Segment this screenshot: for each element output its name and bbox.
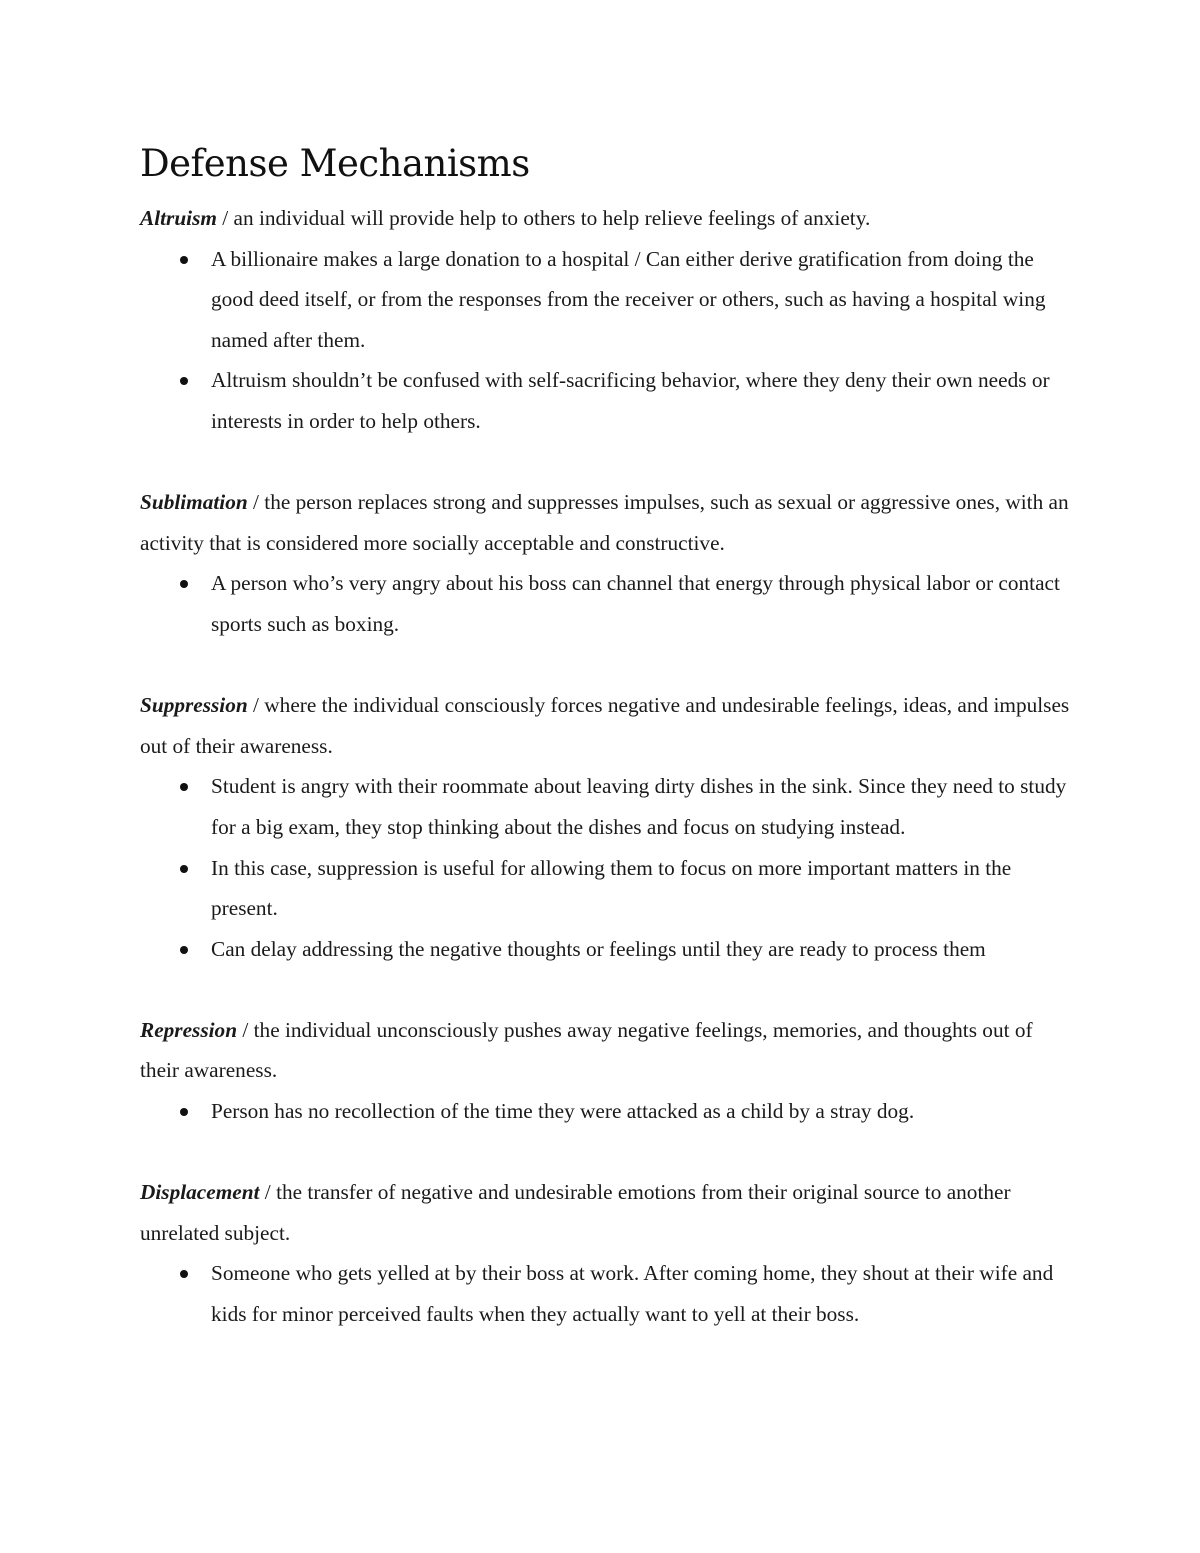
example-text: Altruism shouldn’t be confused with self-sacrificing behavior, where they deny their own needs or interests in order to help others. (211, 368, 1050, 433)
list-item (140, 929, 1070, 970)
definition-text: the individual unconsciously pushes away negative feelings, memories, and thoughts out of their awareness. (140, 1017, 1033, 1083)
paragraph-gap (140, 645, 1070, 686)
definition-text: the person replaces strong and suppresses impulses, such as sexual or aggressive ones, with an activity that is considered more socially acceptable and constructive. (140, 490, 1069, 555)
term: Repression (140, 1017, 238, 1042)
example-text: Person has no recollection of the time they were attacked as a child by a stray dog. (211, 1099, 915, 1124)
list-item (140, 1253, 1070, 1334)
bullet-icon (180, 256, 188, 264)
separator: / (247, 490, 265, 515)
separator: / (259, 1180, 277, 1205)
list-item (140, 360, 1070, 441)
section-altruism (140, 198, 1070, 442)
term: Displacement (140, 1180, 260, 1205)
bullet-icon (180, 580, 188, 588)
example-text: A billionaire makes a large donation to a hospital / Can either derive gratification from doing the good deed itself, or from the responses from the receiver or others, such as having a hospital wing named after them. (211, 246, 1046, 352)
example-list (140, 239, 1070, 442)
paragraph-gap (140, 1132, 1070, 1173)
example-text: Someone who gets yelled at by their boss at work. After coming home, they shout at their wife and kids for minor perceived faults when they actually want to yell at their boss. (211, 1261, 1054, 1327)
bullet-icon (180, 377, 188, 385)
separator: / (247, 693, 265, 718)
definition (140, 685, 1070, 766)
term: Sublimation (140, 490, 248, 515)
example-text: Can delay addressing the negative thoughts or feelings until they are ready to process them (211, 936, 986, 961)
section-repression (140, 1010, 1070, 1132)
example-list (140, 563, 1070, 644)
example-text: Student is angry with their roommate about leaving dirty dishes in the sink. Since they need to study for a big exam, they stop thinking about the dishes and focus on studying instead. (211, 774, 1067, 839)
list-item (140, 563, 1070, 644)
term: Suppression (140, 693, 248, 718)
bullet-icon (180, 865, 188, 873)
paragraph-gap (140, 442, 1070, 483)
list-item (140, 766, 1070, 847)
section-sublimation (140, 482, 1070, 644)
example-text: A person who’s very angry about his boss can channel that energy through physical labor or contact sports such as boxing. (211, 571, 1060, 636)
definition (140, 1010, 1070, 1091)
definition (140, 1172, 1070, 1253)
separator: / (237, 1017, 254, 1042)
example-list (140, 766, 1070, 969)
section-suppression (140, 685, 1070, 969)
bullet-icon (180, 1108, 188, 1116)
bullet-icon (180, 1270, 188, 1278)
example-list (140, 1091, 1070, 1132)
example-text: In this case, suppression is useful for allowing them to focus on more important matters in the present. (211, 855, 1012, 921)
list-item (140, 239, 1070, 361)
definition (140, 482, 1070, 563)
definition-text: where the individual consciously forces negative and undesirable feelings, ideas, and impulses out of their awareness. (140, 693, 1070, 758)
paragraph-gap (140, 969, 1070, 1010)
example-list (140, 1253, 1070, 1334)
definition (140, 198, 1070, 239)
bullet-icon (180, 783, 188, 791)
document-page (140, 138, 1070, 1335)
list-item (140, 848, 1070, 929)
list-item (140, 1091, 1070, 1132)
document-title: Defense Mechanisms (140, 142, 530, 185)
definition-text: the transfer of negative and undesirable emotions from their original source to another unrelated subject. (140, 1180, 1011, 1245)
definition-text: an individual will provide help to others to help relieve feelings of anxiety. (233, 206, 871, 230)
term: Altruism (140, 206, 217, 230)
section-displacement (140, 1172, 1070, 1334)
bullet-icon (180, 946, 188, 954)
separator: / (216, 206, 234, 230)
